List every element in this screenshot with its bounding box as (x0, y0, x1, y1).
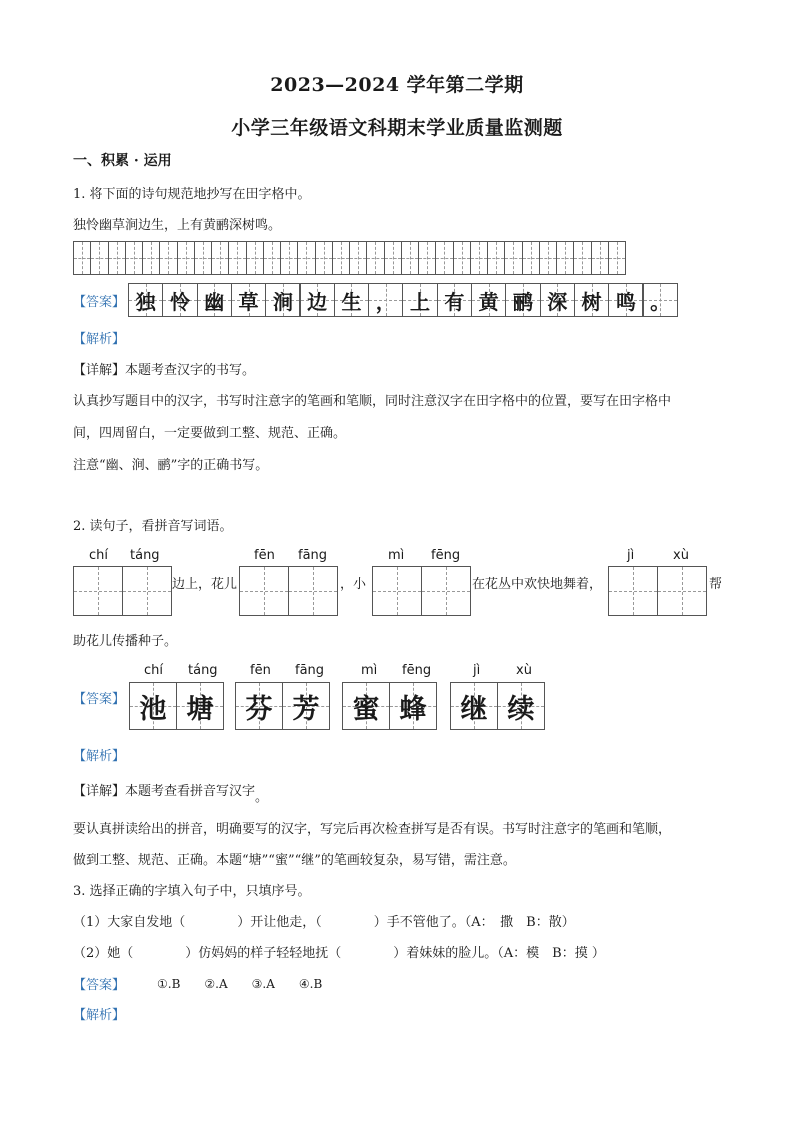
exam-year-title: 2023—2024 学年第二学期 (270, 74, 524, 96)
q2-answer-pinyin-6: fēng (402, 663, 432, 678)
q1-answer-grid (128, 283, 678, 317)
q1-empty-cell[interactable] (608, 241, 626, 275)
q1-empty-cell[interactable] (470, 241, 488, 275)
q1-empty-cell[interactable] (246, 241, 264, 275)
q1-answer-char: 独 (135, 289, 156, 314)
q1-answer-char: 黄 (478, 289, 499, 314)
q2-answer-char: 芳 (292, 693, 320, 725)
q2-pinyin-4: fāng (298, 548, 328, 563)
q1-empty-cell[interactable] (539, 241, 557, 275)
q1-empty-cell[interactable] (297, 241, 315, 275)
q2-blank-cell[interactable] (657, 566, 707, 616)
q2-answer-pinyin-1: chí (144, 663, 163, 678)
q1-detail-text: 本题考查汉字的书写。 (125, 363, 256, 378)
q1-answer-cell (300, 283, 335, 317)
q2-answer-char: 池 (139, 693, 167, 725)
q1-detail-label: 【详解】 (73, 363, 126, 378)
q1-empty-cell[interactable] (384, 241, 402, 275)
q1-empty-cell[interactable] (435, 241, 453, 275)
q1-empty-cell[interactable] (90, 241, 108, 275)
q1-empty-cell[interactable] (591, 241, 609, 275)
q2-answer-cell (342, 682, 390, 730)
q1-answer-cell (574, 283, 609, 317)
q1-answer-char: 怜 (169, 289, 190, 314)
q3-answer-text: ①.B ②.A ③.A ④.B (157, 977, 323, 991)
q2-answer-cell (450, 682, 498, 730)
q2-answer-cell (282, 682, 330, 730)
q1-answer-cell (437, 283, 472, 317)
q2-pinyin-6: fēng (431, 548, 461, 563)
q2-answer-cell (389, 682, 437, 730)
q2-answer-char: 芬 (245, 693, 273, 725)
q1-empty-cell[interactable] (280, 241, 298, 275)
q2-detail-dot: 。 (255, 790, 269, 805)
q2-pinyin-5: mì (388, 548, 405, 563)
q1-answer-cell (402, 283, 437, 317)
q1-para2: 间，四周留白，一定要做到工整、规范、正确。 (73, 426, 347, 441)
q2-prompt: 2. 读句子，看拼音写词语。 (73, 519, 233, 534)
q1-answer-char: 幽 (204, 289, 225, 314)
q1-prompt: 1. 将下面的诗句规范地抄写在田字格中。 (73, 187, 311, 202)
q1-empty-cell[interactable] (73, 241, 91, 275)
q2-answer-label: 【答案】 (73, 692, 126, 707)
q1-answer-label: 【答案】 (73, 295, 126, 310)
q1-answer-cell (608, 283, 643, 317)
q1-empty-cell[interactable] (177, 241, 195, 275)
q2-answer-pinyin-2: táng (188, 663, 218, 678)
q1-empty-cell[interactable] (418, 241, 436, 275)
q2-answer-cell (497, 682, 545, 730)
q2-pinyin-8: xù (673, 548, 689, 563)
q2-answer-char: 续 (507, 693, 535, 725)
q1-answer-cell (265, 283, 300, 317)
q1-empty-cell[interactable] (108, 241, 126, 275)
q1-empty-cell[interactable] (332, 241, 350, 275)
q1-answer-cell (540, 283, 575, 317)
q1-answer-char: 有 (444, 289, 465, 314)
q2-text-4: 帮 (709, 577, 723, 592)
q1-empty-cell[interactable] (522, 241, 540, 275)
q1-answer-char: 边 (307, 289, 328, 314)
q1-empty-cell[interactable] (125, 241, 143, 275)
q1-empty-cell[interactable] (263, 241, 281, 275)
q1-answer-cell (505, 283, 540, 317)
q2-blank-cell[interactable] (239, 566, 289, 616)
section-heading: 一、积累 · 运用 (73, 153, 172, 169)
q1-empty-cell[interactable] (401, 241, 419, 275)
q1-empty-cell[interactable] (142, 241, 160, 275)
q2-answer-pinyin-4: fāng (295, 663, 325, 678)
q1-answer-cell (334, 283, 369, 317)
q2-analysis-label: 【解析】 (73, 749, 126, 764)
q2-pinyin-7: jì (627, 548, 635, 563)
q1-empty-cell[interactable] (211, 241, 229, 275)
q1-empty-cell[interactable] (159, 241, 177, 275)
q2-answer-char: 蜜 (352, 693, 380, 725)
q2-blank-cell[interactable] (73, 566, 123, 616)
q1-empty-grid (73, 241, 625, 275)
q1-answer-char: 深 (547, 289, 568, 314)
q2-answer-pinyin-3: fēn (250, 663, 271, 678)
q2-blank-cell[interactable] (421, 566, 471, 616)
q1-empty-cell[interactable] (573, 241, 591, 275)
exam-title: 小学三年级语文科期末学业质量监测题 (231, 117, 563, 139)
q2-continuation: 助花儿传播种子。 (73, 634, 178, 649)
q2-blank-cell[interactable] (372, 566, 422, 616)
q2-text-3: 在花丛中欢快地舞着， (472, 577, 603, 592)
q3-line1: （1）大家自发地（ ）开让他走，（ ）手不管他了。（A： 撒 B：散） (73, 915, 575, 930)
q2-detail-label: 【详解】 (73, 784, 126, 799)
q1-answer-cell (368, 283, 403, 317)
q1-empty-cell[interactable] (228, 241, 246, 275)
q1-answer-char: 树 (581, 289, 602, 314)
q1-answer-char: 鸣 (615, 289, 636, 314)
q2-pinyin-2: táng (130, 548, 160, 563)
q2-answer-char: 塘 (186, 693, 214, 725)
q2-answer-pinyin-7: jì (473, 663, 481, 678)
q1-answer-cell (162, 283, 197, 317)
q3-prompt: 3. 选择正确的字填入句子中，只填序号。 (73, 884, 311, 899)
q2-answer-pinyin-8: xù (516, 663, 532, 678)
q1-answer-cell (643, 283, 678, 317)
q2-detail-text: 本题考查看拼音写汉字 (125, 784, 256, 799)
q1-empty-cell[interactable] (453, 241, 471, 275)
q1-empty-cell[interactable] (349, 241, 367, 275)
q1-empty-cell[interactable] (504, 241, 522, 275)
q2-blank-cell[interactable] (122, 566, 172, 616)
q2-text-2: ，小 (340, 577, 367, 592)
q1-empty-cell[interactable] (315, 241, 333, 275)
q1-detail (73, 359, 255, 378)
q2-detail (73, 780, 269, 805)
q1-answer-char: 生 (341, 289, 362, 314)
q2-answer-char: 继 (460, 693, 488, 725)
q1-poem: 独怜幽草涧边生，上有黄鹂深树鸣。 (73, 218, 282, 233)
q2-answer-cell (176, 682, 224, 730)
q1-answer-char: 草 (238, 289, 259, 314)
q1-para3: 注意“幽、涧、鹂”字的正确书写。 (73, 458, 269, 473)
q1-analysis-label: 【解析】 (73, 332, 126, 347)
q1-empty-cell[interactable] (556, 241, 574, 275)
q3-answer-label: 【答案】 (73, 978, 126, 993)
q1-answer-char: 。 (650, 289, 671, 314)
q1-answer-char: 涧 (272, 289, 293, 314)
q2-answer-cell (235, 682, 283, 730)
q2-pinyin-1: chí (89, 548, 108, 563)
q1-answer-char: 鹂 (512, 289, 533, 314)
q2-answer-pinyin-5: mì (361, 663, 378, 678)
q1-empty-cell[interactable] (487, 241, 505, 275)
q1-empty-cell[interactable] (366, 241, 384, 275)
q2-blank-cell[interactable] (288, 566, 338, 616)
q2-answer-char: 蜂 (399, 693, 427, 725)
q2-text-1: 边上，花儿 (172, 577, 238, 592)
q3-line2: （2）她（ ）仿妈妈的样子轻轻地抚（ ）着妹妹的脸儿。（A：模 B：摸 ） (73, 946, 605, 961)
q1-para1: 认真抄写题目中的汉字，书写时注意字的笔画和笔顺，同时注意汉字在田字格中的位置，要写在田字格中 (73, 394, 672, 409)
q2-blank-cell[interactable] (608, 566, 658, 616)
q1-answer-char: 上 (410, 289, 431, 314)
q1-answer-cell (197, 283, 232, 317)
q3-analysis-label: 【解析】 (73, 1008, 126, 1023)
q2-pinyin-3: fēn (254, 548, 275, 563)
q1-answer-cell (231, 283, 266, 317)
q2-answer-cell (129, 682, 177, 730)
q2-para2: 做到工整、规范、正确。本题“塘”“蜜”“继”的笔画较复杂，易写错，需注意。 (73, 853, 516, 868)
q2-para1: 要认真拼读给出的拼音，明确要写的汉字，写完后再次检查拼写是否有误。书写时注意字的笔画和笔顺， (73, 822, 672, 837)
q1-answer-char: ， (375, 289, 396, 314)
q1-empty-cell[interactable] (194, 241, 212, 275)
q1-answer-cell (471, 283, 506, 317)
q1-answer-cell (128, 283, 163, 317)
